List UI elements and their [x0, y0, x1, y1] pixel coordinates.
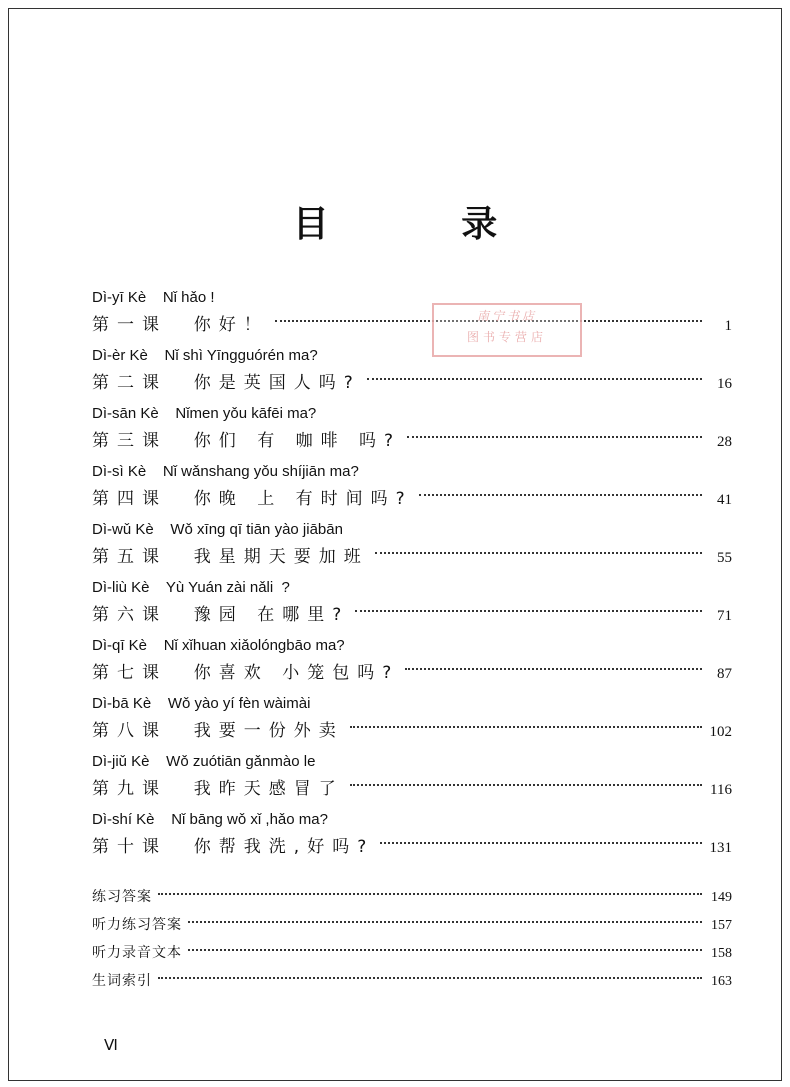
- dot-leader: [375, 552, 702, 554]
- appendix-entry[interactable]: [92, 886, 732, 912]
- toc-title: 目 录: [292, 204, 558, 245]
- toc-entry[interactable]: [92, 403, 732, 457]
- lesson-title: 第四课 你晚 上 有时间吗?: [92, 489, 413, 509]
- page-number: 157: [711, 918, 732, 933]
- lesson-pinyin: Dì-wǔ Kè Wǒ xīng qī tiān yào jiābān: [92, 521, 343, 538]
- page-number: 102: [709, 724, 732, 740]
- toc-entry[interactable]: [92, 461, 732, 515]
- stamp-line-2: 图书专营店: [466, 330, 547, 344]
- dot-leader: [158, 977, 702, 979]
- appendix-entry[interactable]: [92, 914, 732, 940]
- toc-entry[interactable]: [92, 345, 732, 399]
- lesson-title: 第三课 你们 有 咖啡 吗?: [92, 431, 402, 451]
- toc-entry[interactable]: [92, 577, 732, 631]
- toc-entry[interactable]: [92, 519, 732, 573]
- dot-leader: [419, 494, 702, 496]
- lesson-title: 第二课 你是英国人吗?: [92, 373, 361, 393]
- appendix-label: 生词索引: [92, 973, 152, 989]
- stamp-line-1: 南宁书店: [476, 309, 537, 323]
- lesson-pinyin: Dì-jiǔ Kè Wǒ zuótiān gǎnmào le: [92, 753, 316, 770]
- toc-entry[interactable]: [92, 809, 732, 863]
- dot-leader: [355, 610, 702, 612]
- dot-leader: [367, 378, 702, 380]
- lesson-pinyin: Dì-shí Kè Nǐ bāng wǒ xǐ ,hǎo ma?: [92, 811, 328, 828]
- lesson-pinyin: Dì-qī Kè Nǐ xǐhuan xiǎolóngbāo ma?: [92, 637, 345, 654]
- toc-entry[interactable]: [92, 693, 732, 747]
- page-number: 71: [717, 608, 732, 624]
- appendix-label: 听力练习答案: [92, 917, 182, 933]
- appendix-entry[interactable]: [92, 942, 732, 968]
- lesson-pinyin: Dì-èr Kè Nǐ shì Yīngguórén ma?: [92, 347, 318, 364]
- page-number: 87: [717, 666, 732, 682]
- lesson-pinyin: Dì-sān Kè Nǐmen yǒu kāfēi ma?: [92, 405, 317, 422]
- page-folio: Ⅵ: [104, 1038, 118, 1054]
- lesson-title: 第九课 我昨天感冒了: [92, 779, 344, 799]
- lesson-title: 第七课 你喜欢 小笼包吗?: [92, 663, 400, 683]
- appendix-entry[interactable]: [92, 970, 732, 996]
- page-number: 16: [717, 376, 732, 392]
- page-number: 131: [709, 840, 732, 856]
- toc-entry[interactable]: [92, 287, 732, 341]
- page-number: 1: [724, 318, 732, 334]
- page-number: 149: [711, 890, 732, 905]
- page-number: 116: [710, 782, 732, 798]
- dot-leader: [158, 893, 702, 895]
- page-number: 55: [717, 550, 732, 566]
- dot-leader: [380, 842, 702, 844]
- bookstore-watermark-stamp: [432, 303, 582, 357]
- dot-leader: [350, 726, 702, 728]
- page-number: 28: [717, 434, 732, 450]
- dot-leader: [350, 784, 702, 786]
- dot-leader: [405, 668, 702, 670]
- dot-leader: [188, 949, 702, 951]
- lesson-title: 第六课 豫园 在哪里?: [92, 605, 350, 625]
- toc-entry[interactable]: [92, 751, 732, 805]
- page-number: 163: [711, 974, 732, 989]
- lesson-pinyin: Dì-yī Kè Nǐ hǎo !: [92, 289, 215, 306]
- dot-leader: [407, 436, 702, 438]
- lesson-title: 第五课 我星期天要加班: [92, 547, 369, 567]
- lesson-pinyin: Dì-bā Kè Wǒ yào yí fèn wàimài: [92, 695, 311, 712]
- lesson-title: 第十课 你帮我洗,好吗?: [92, 837, 375, 857]
- toc-entry[interactable]: [92, 635, 732, 689]
- page-number: 41: [717, 492, 732, 508]
- lesson-title: 第八课 我要一份外卖: [92, 721, 344, 741]
- page-number: 158: [711, 946, 732, 961]
- lesson-pinyin: Dì-liù Kè Yù Yuán zài nǎli ?: [92, 579, 290, 596]
- lesson-title: 第一课 你好！: [92, 315, 269, 335]
- lesson-pinyin: Dì-sì Kè Nǐ wǎnshang yǒu shíjiān ma?: [92, 463, 359, 480]
- appendix-label: 练习答案: [92, 889, 152, 905]
- dot-leader: [188, 921, 702, 923]
- appendix-label: 听力录音文本: [92, 945, 182, 961]
